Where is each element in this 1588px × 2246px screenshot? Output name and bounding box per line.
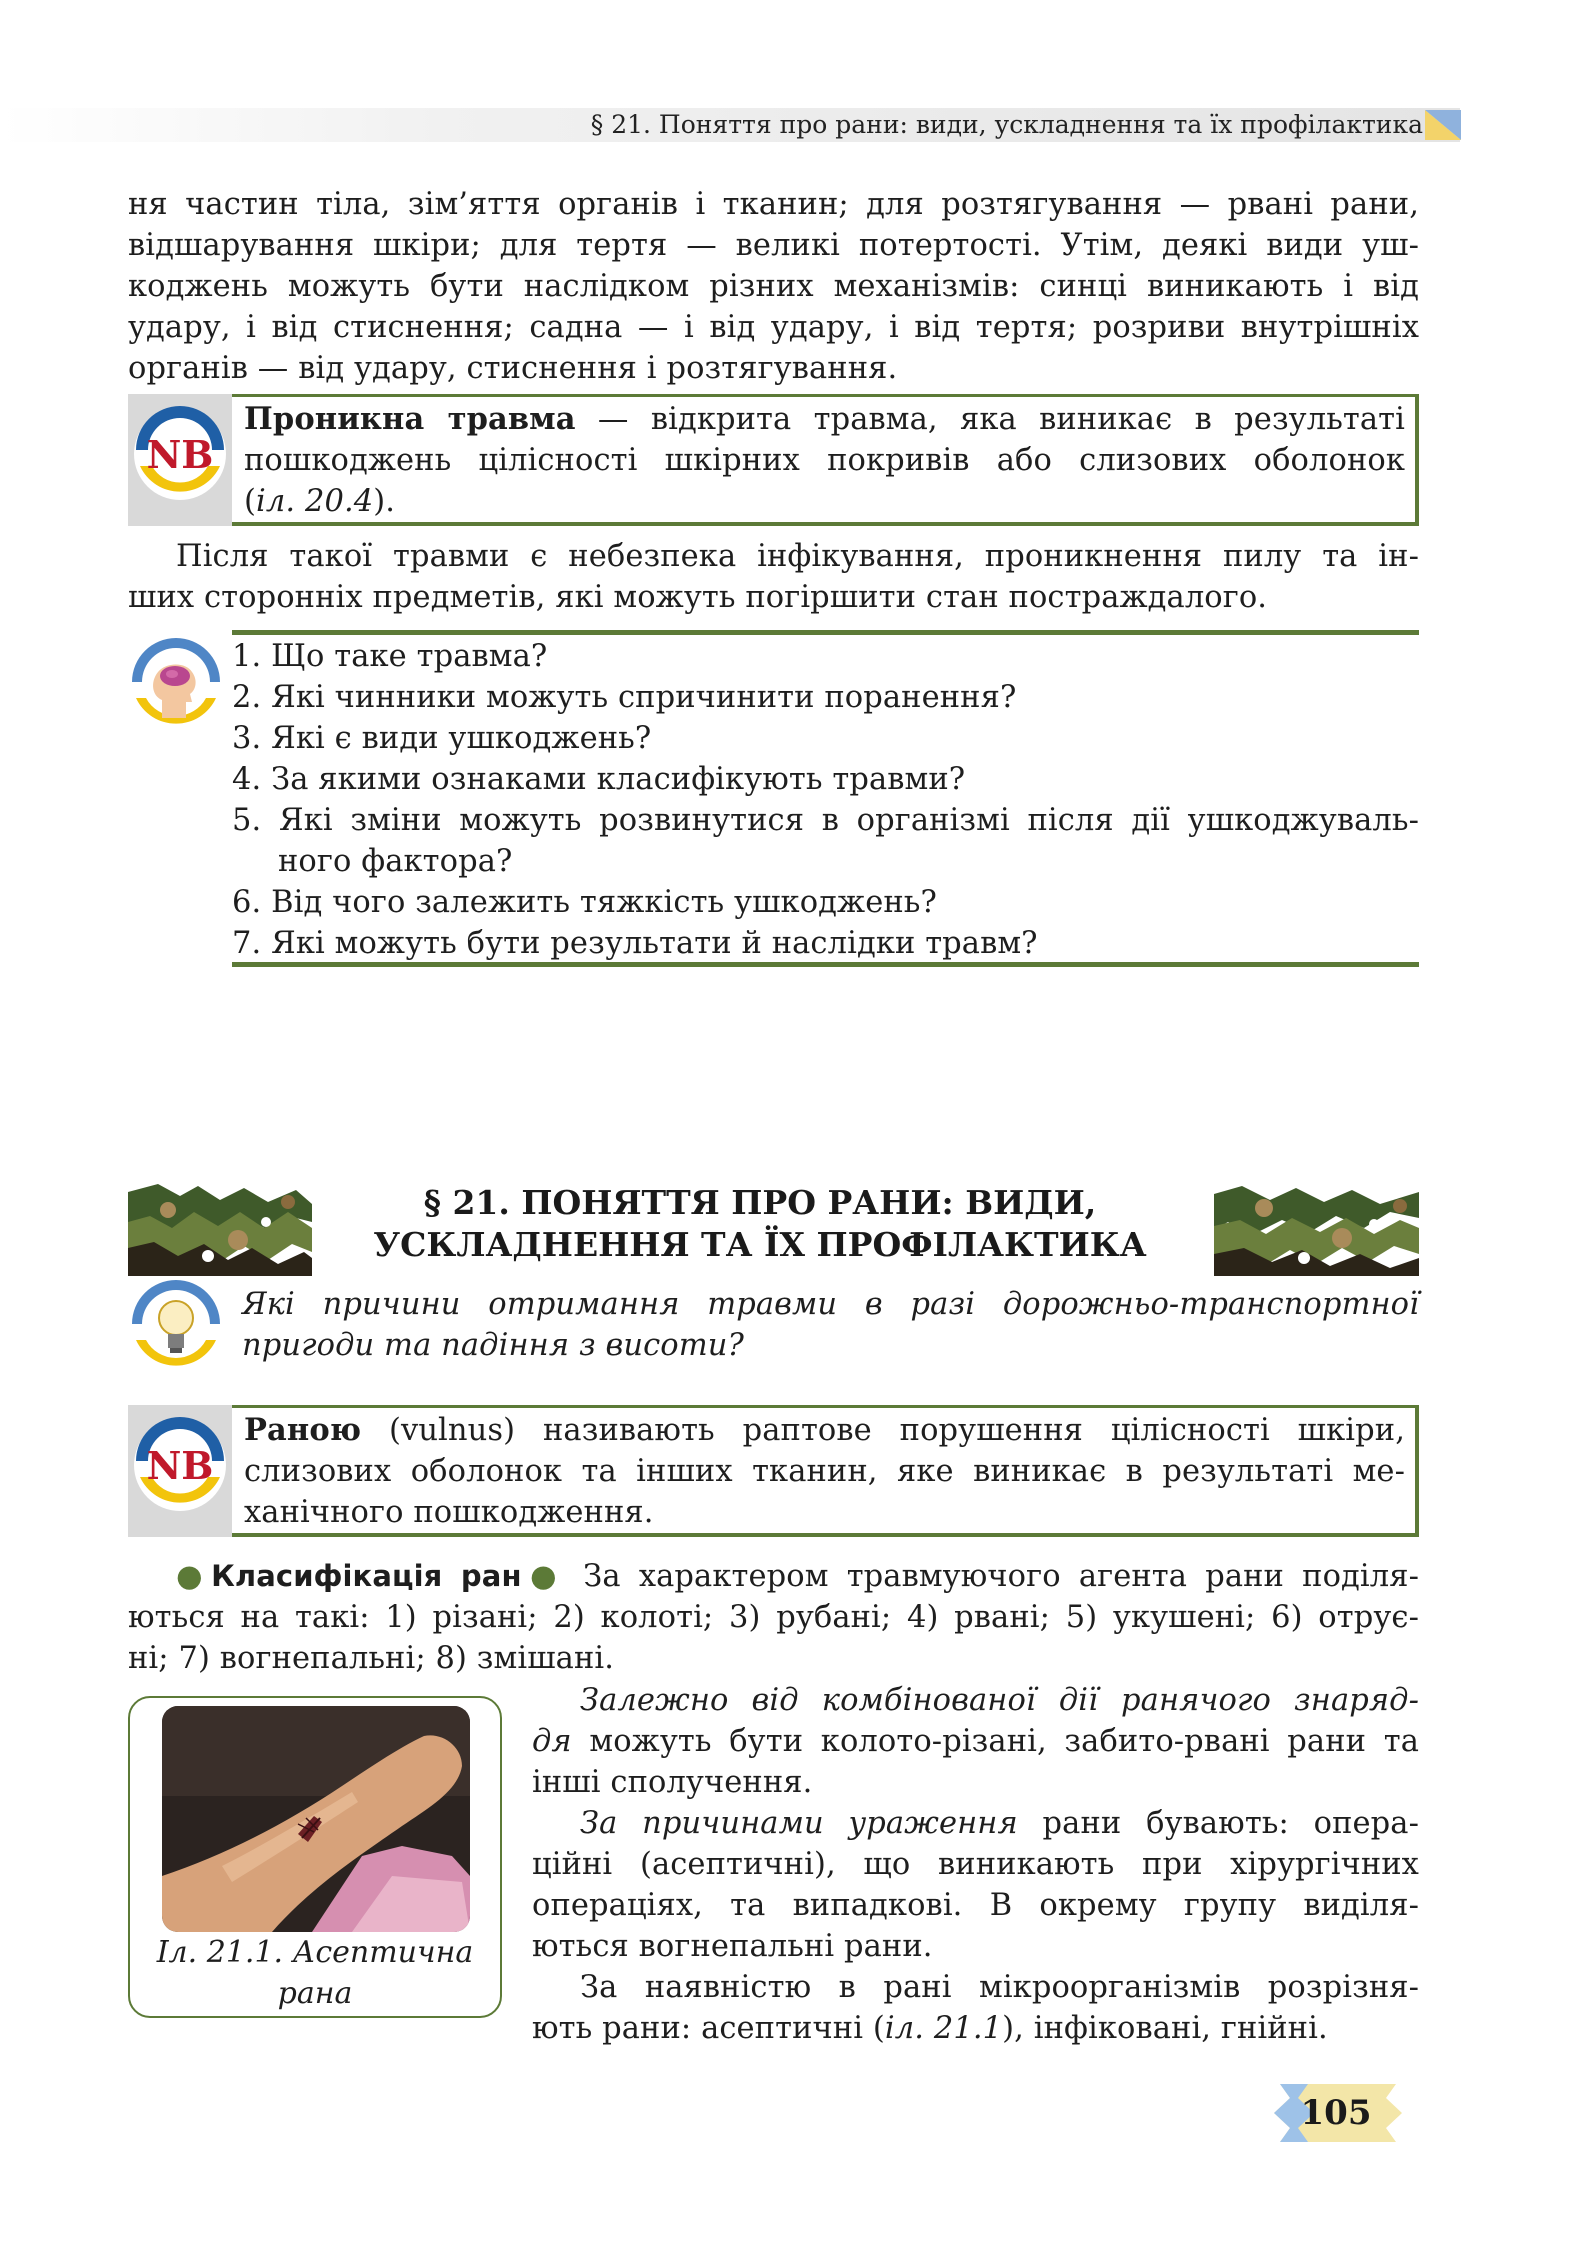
text-span: За характером травмуючого агента рани поділя- [565, 1559, 1420, 1594]
text-line: ційні (асептичні), що виникають при хірургічних [532, 1847, 1419, 1882]
text-line: ні; 7) вогнепальні; 8) змішані. [128, 1641, 615, 1676]
list-item: 6. Від чого залежить тяжкість ушкоджень? [232, 885, 937, 920]
text-line: ших сторонніх предметів, які можуть погіршити стан постраждалого. [128, 580, 1268, 615]
review-questions-list [232, 636, 1419, 964]
svg-text:NB: NB [146, 1443, 214, 1488]
nb-badge-panel [128, 394, 232, 526]
corner-flag-icon [1425, 110, 1461, 140]
text-line: слизових оболонок та інших тканин, яке виникає в результаті ме- [244, 1454, 1405, 1489]
after-nb-paragraph [128, 536, 1419, 618]
brain-head-icon [128, 636, 224, 732]
page-number: 105 [1300, 2093, 1372, 2133]
intro-paragraph [128, 184, 1419, 389]
italic-term: За причинами ураження [580, 1806, 1018, 1841]
figure-caption [140, 1932, 490, 2014]
classification-paragraph [128, 1556, 1419, 1679]
text-line: За наявністю в рані мікроорганізмів розрізня- [580, 1970, 1419, 2005]
figure-reference: іл. 20.4 [256, 484, 374, 519]
running-header-title: § 21. Поняття про рани: види, ускладнення та їх профілактика [590, 110, 1423, 139]
text-span: ). [373, 484, 396, 519]
text-line: операціях, та випадкові. В окрему групу виділя- [532, 1888, 1419, 1923]
text-line: пригоди та падіння з висоти? [242, 1328, 744, 1363]
list-item: 2. Які чинники можуть спричинити поранення? [232, 680, 1017, 715]
text-line: ються вогнепальні рани. [532, 1929, 933, 1964]
caption-line: рана [277, 1976, 353, 2011]
nb-badge-icon [132, 406, 228, 502]
section-title-line: § 21. ПОНЯТТЯ ПРО РАНИ: ВИДИ, [423, 1183, 1097, 1222]
section-title-line: УСКЛАДНЕННЯ ТА ЇХ ПРОФІЛАКТИКА [373, 1225, 1147, 1264]
text-line: ня частин тіла, зім’яття органів і тканин; для розтягування — рвані рани, [128, 187, 1419, 222]
text-span: можуть бути колото-різані, забито-рвані рани та [571, 1724, 1419, 1759]
questions-bottom-rule [232, 962, 1419, 967]
svg-text:NB: NB [146, 432, 214, 477]
text-span: — відкрита травма, яка виникає в результаті [575, 402, 1405, 437]
text-line: Після такої травми є небезпека інфікування, проникнення пилу та ін- [176, 539, 1419, 574]
nb-badge-icon [132, 1417, 228, 1513]
wrist-wound-photo [162, 1706, 470, 1932]
opening-question [242, 1284, 1419, 1366]
text-span: (vulnus) називають раптове порушення цілісності шкіри, [361, 1413, 1405, 1448]
list-item: 3. Які є види ушкоджень? [232, 721, 652, 756]
italic-term: дя [532, 1724, 572, 1759]
subheading: Класифікація ран [211, 1559, 522, 1593]
text-line: органів — від удару, стиснення і розтягування. [128, 351, 898, 386]
text-line: інші сполучення. [532, 1765, 813, 1800]
text-line: ханічного пошкодження. [244, 1495, 654, 1530]
right-column-text [532, 1680, 1419, 2049]
text-span: ( [244, 484, 256, 519]
defined-term: Проникна травма [244, 401, 576, 437]
text-span: ), інфіковані, гнійні. [1002, 2011, 1328, 2046]
bullet-dot: ● [521, 1559, 566, 1594]
camouflage-decoration-left [128, 1182, 312, 1276]
bullet-dot: ● [176, 1559, 212, 1594]
caption-line: Іл. 21.1. Асептична [156, 1935, 474, 1970]
text-line: ються на такі: 1) різані; 2) колоті; 3) рубані; 4) рвані; 5) укушені; 6) отрує- [128, 1600, 1419, 1635]
list-item: 1. Що таке травма? [232, 639, 548, 674]
questions-top-rule [232, 630, 1419, 635]
text-span: ють рани: асептичні ( [532, 2011, 885, 2046]
list-item-continuation: ного фактора? [278, 844, 513, 879]
text-line: відшарування шкіри; для тертя — великі потертості. Утім, деякі види уш- [128, 228, 1419, 263]
nb-badge-panel [128, 1405, 232, 1537]
list-item: 4. За якими ознаками класифікують травми? [232, 762, 966, 797]
camouflage-decoration-right [1214, 1182, 1419, 1276]
list-item: 7. Які можуть бути результати й наслідки травм? [232, 926, 1038, 961]
text-line: коджень можуть бути наслідком різних механізмів: синці виникають і від [128, 269, 1419, 304]
list-item: 5. Які зміни можуть розвинутися в організмі після дії ушкоджуваль- [232, 803, 1419, 838]
text-line: пошкоджень цілісності шкірних покривів або слизових оболонок [244, 443, 1405, 478]
italic-term: Залежно від комбінованої дії ранячого знаряд- [580, 1683, 1419, 1718]
section-title [330, 1182, 1190, 1266]
lightbulb-icon [128, 1278, 224, 1374]
defined-term: Раною [244, 1412, 362, 1448]
nb-definition-box-2 [232, 1405, 1419, 1537]
text-line: Які причини отримання травми в разі дорожньо-транспортної [242, 1287, 1419, 1322]
nb-definition-box-1 [232, 394, 1419, 526]
text-span: рани бувають: опера- [1017, 1806, 1420, 1841]
figure-reference: іл. 21.1 [884, 2011, 1003, 2046]
text-line: удару, і від стиснення; садна — і від удару, і від тертя; розриви внутрішніх [128, 310, 1419, 345]
